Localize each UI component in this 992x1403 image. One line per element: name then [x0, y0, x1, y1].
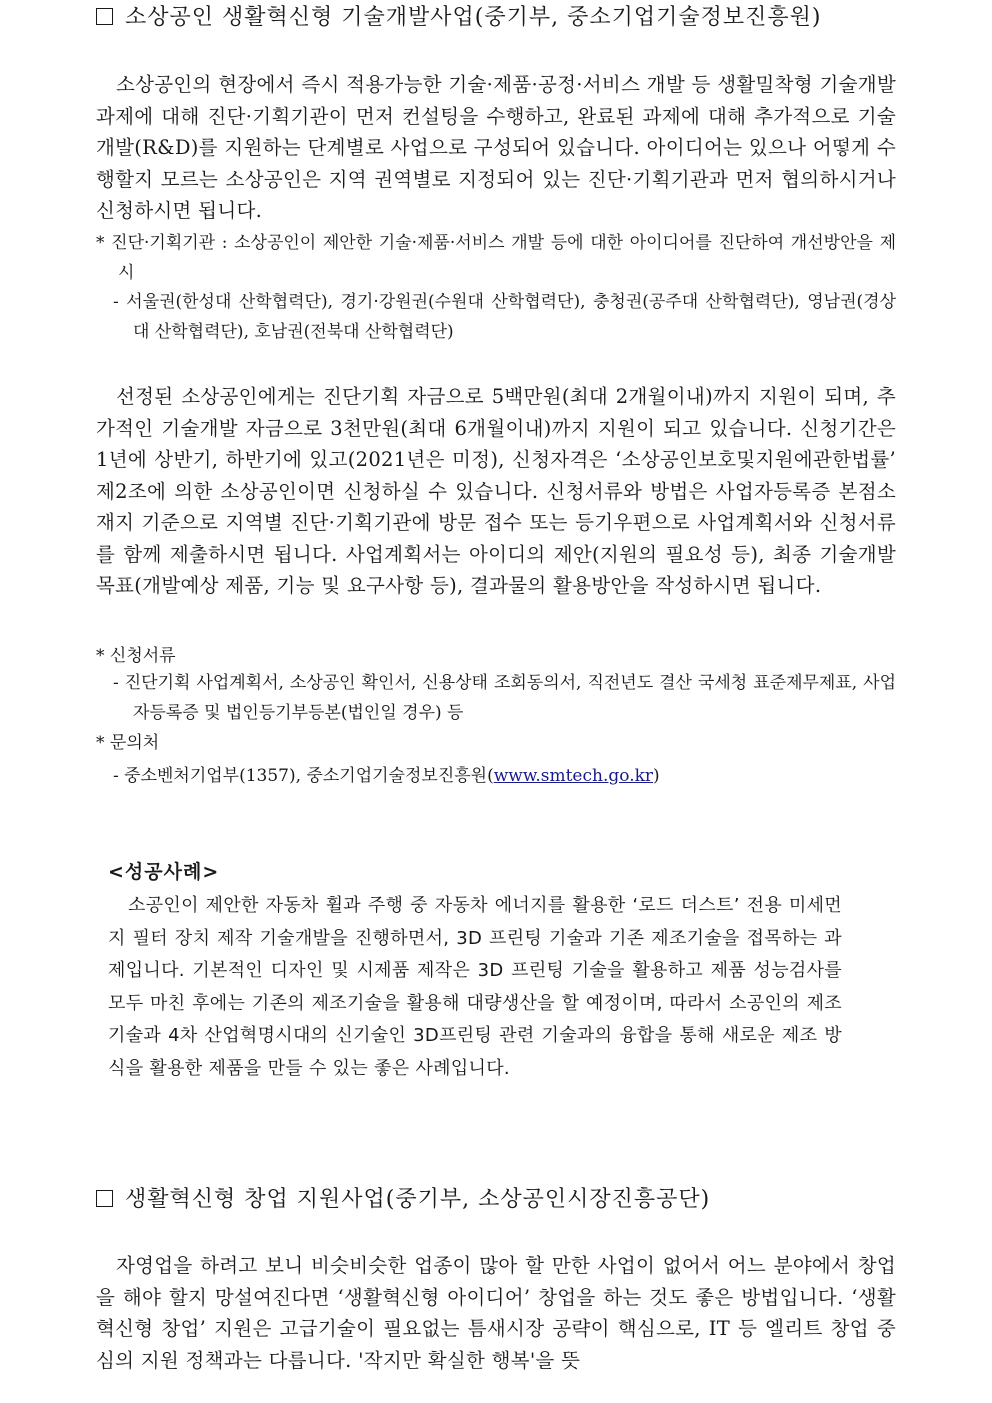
note-item: * 진단·기획기관 : 소상공인이 제안한 기술·제품·서비스 개발 등에 대한 아이디어를 진단하여 개선방안을 제시: [96, 233, 896, 283]
section-paragraph: 자영업을 하려고 보니 비슷비슷한 업종이 많아 할 만한 사업이 없어서 어느 분야에서 창업을 해야 할지 망설여진다면 ‘생활혁신형 아이디어’ 창업을 하는 것도 좋은 방법입니다. ‘생활혁신형 창업’ 지원은 고급기술이 필요없는 틈새시장 공략이 핵심으로, IT 등 엘리트 창업 중심의 지원 정책과는 다릅니다. '작지만 확실한 행복'을 뜻: [96, 1254, 896, 1372]
section-heading-text: 생활혁신형 창업 지원사업(중기부, 소상공인시장진흥공단): [125, 1187, 711, 1212]
note-item: * 신청서류: [96, 646, 176, 666]
section-heading-startup-support: [96, 1182, 710, 1213]
note-subitem: - 진단기획 사업계획서, 소상공인 확인서, 신용상태 조회동의서, 직전년도 결산 국세청 표준제무제표, 사업자등록증 및 법인등기부등본(법인일 경우) 등: [113, 673, 896, 723]
contact-text-end: ): [653, 766, 660, 786]
smtech-website-link[interactable]: www.smtech.go.kr: [493, 766, 654, 786]
section-heading-tech-development: [96, 0, 821, 31]
success-case-title: <성공사례>: [108, 861, 220, 883]
note-subitem: - 서울권(한성대 산학협력단), 경기·강원권(수원대 산학협력단), 충청권(공주대 산학협력단), 영남권(경상대 산학협력단), 호남권(전북대 산학협력단): [113, 292, 896, 342]
contact-text: - 중소벤처기업부(1357), 중소기업기술정보진흥원(: [113, 766, 494, 786]
section-paragraph: 선정된 소상공인에게는 진단기획 자금으로 5백만원(최대 2개월이내)까지 지원이 되며, 추가적인 기술개발 자금으로 3천만원(최대 6개월이내)까지 지원이 되고 있습니다. 신청기간은 1년에 상반기, 하반기에 있고(2021년은 미정), 신청자격은 ‘소상공인보호및지원에관한법률’ 제2조에 의한 소상공인이면 신청하실 수 있습니다. 신청서류와 방법은 사업자등록증 본점소재지 기준으로 지역별 진단·기획기관에 방문 접수 또는 등기우편으로 사업계획서와 신청서류를 함께 제출하시면 됩니다. 사업계획서는 아이디의 제안(지원의 필요성 등), 최종 기술개발 목표(개발예상 제품, 기능 및 요구사항 등), 결과물의 활용방안을 작성하시면 됩니다.: [96, 385, 896, 597]
success-case-paragraph: 소공인이 제안한 자동차 휠과 주행 중 자동차 에너지를 활용한 ‘로드 더스트’ 전용 미세먼지 필터 장치 제작 기술개발을 진행하면서, 3D 프린팅 기술과 기존 제조기술을 접목하는 과제입니다. 기본적인 디자인 및 시제품 제작은 3D 프린팅 기술을 활용하고 제품 성능검사를 모두 마친 후에는 기존의 제조기술을 활용해 대량생산을 할 예정이며, 따라서 소공인의 제조기술과 4차 산업혁명시대의 신기술인 3D프린팅 관련 기술과의 융합을 통해 새로운 제조 방식을 활용한 제품을 만들 수 있는 좋은 사례입니다.: [108, 895, 842, 1079]
section-paragraph: 소상공인의 현장에서 즉시 적용가능한 기술·제품·공정·서비스 개발 등 생활밀착형 기술개발 과제에 대해 진단·기획기관이 먼저 컨설팅을 수행하고, 완료된 과제에 대해 추가적으로 기술개발(R&D)를 지원하는 단계별로 사업으로 구성되어 있습니다. 아이디어는 있으나 어떻게 수행할지 모르는 소상공인은 지역 권역별로 지정되어 있는 진단·기획기관과 먼저 협의하시거나 신청하시면 됩니다.: [96, 73, 896, 222]
note-subitem: [113, 762, 896, 792]
note-item: * 문의처: [96, 733, 160, 753]
checkbox-square-icon: [96, 1190, 113, 1207]
checkbox-square-icon: [96, 8, 113, 25]
section-heading-text: 소상공인 생활혁신형 기술개발사업(중기부, 중소기업기술정보진흥원): [125, 5, 822, 30]
